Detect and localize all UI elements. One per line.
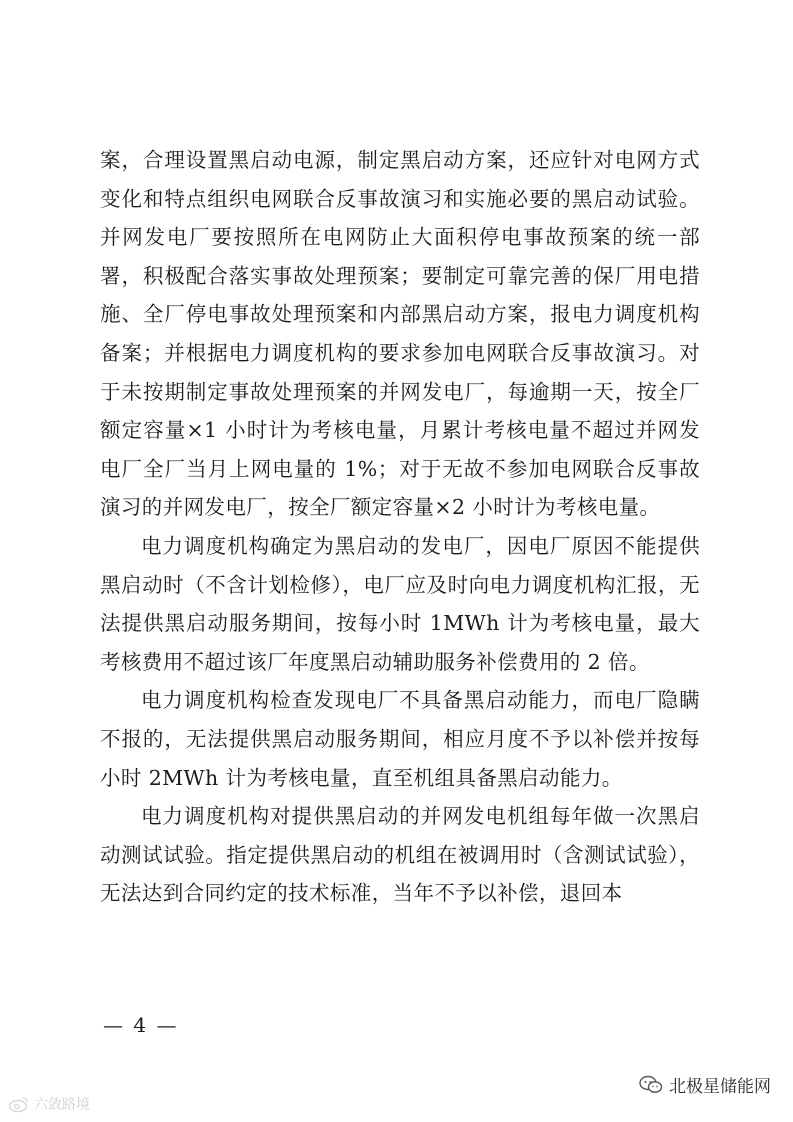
- paragraph-3: 电力调度机构检查发现电厂不具备黑启动能力，而电厂隐瞒不报的，无法提供黑启动服务期间，相应月度不予以补偿并按每小时 2MWh 计为考核电量，直至机组具备黑启动能力。: [100, 688, 700, 790]
- watermark-right: [639, 1072, 771, 1097]
- page-number: — 4 —: [103, 1013, 179, 1037]
- document-body: [100, 141, 700, 913]
- watermark-left: [8, 1094, 90, 1114]
- watermark-right-text: 北极星储能网: [669, 1077, 771, 1097]
- watermark-left-text: 六敛路境: [34, 1097, 90, 1113]
- weibo-icon: [8, 1095, 30, 1113]
- paragraph-1: 案，合理设置黑启动电源，制定黑启动方案，还应针对电网方式变化和特点组织电网联合反事故演习和实施必要的黑启动试验。并网发电厂要按照所在电网防止大面积停电事故预案的统一部署，积极配合落实事故处理预案；要制定可靠完善的保厂用电措施、全厂停电事故处理预案和内部黑启动方案，报电力调度机构备案；并根据电力调度机构的要求参加电网联合反事故演习。对于未按期制定事故处理预案的并网发电厂，每逾期一天，按全厂额定容量×1 小时计为考核电量，月累计考核电量不超过并网发电厂全厂当月上网电量的 1%；对于无故不参加电网联合反事故演习的并网发电厂，按全厂额定容量×2 小时计为考核电量。: [100, 148, 700, 520]
- wechat-icon: [639, 1075, 663, 1095]
- paragraph-4: 电力调度机构对提供黑启动的并网发电机组每年做一次黑启动测试试验。指定提供黑启动的机组在被调用时（含测试试验），无法达到合同约定的技术标准，当年不予以补偿，退回本: [100, 804, 700, 906]
- paragraph-2: 电力调度机构确定为黑启动的发电厂，因电厂原因不能提供黑启动时（不含计划检修），电厂应及时向电力调度机构汇报，无法提供黑启动服务期间，按每小时 1MWh 计为考核电量，最大考核费用不超过该厂年度黑启动辅助服务补偿费用的 2 倍。: [100, 533, 700, 674]
